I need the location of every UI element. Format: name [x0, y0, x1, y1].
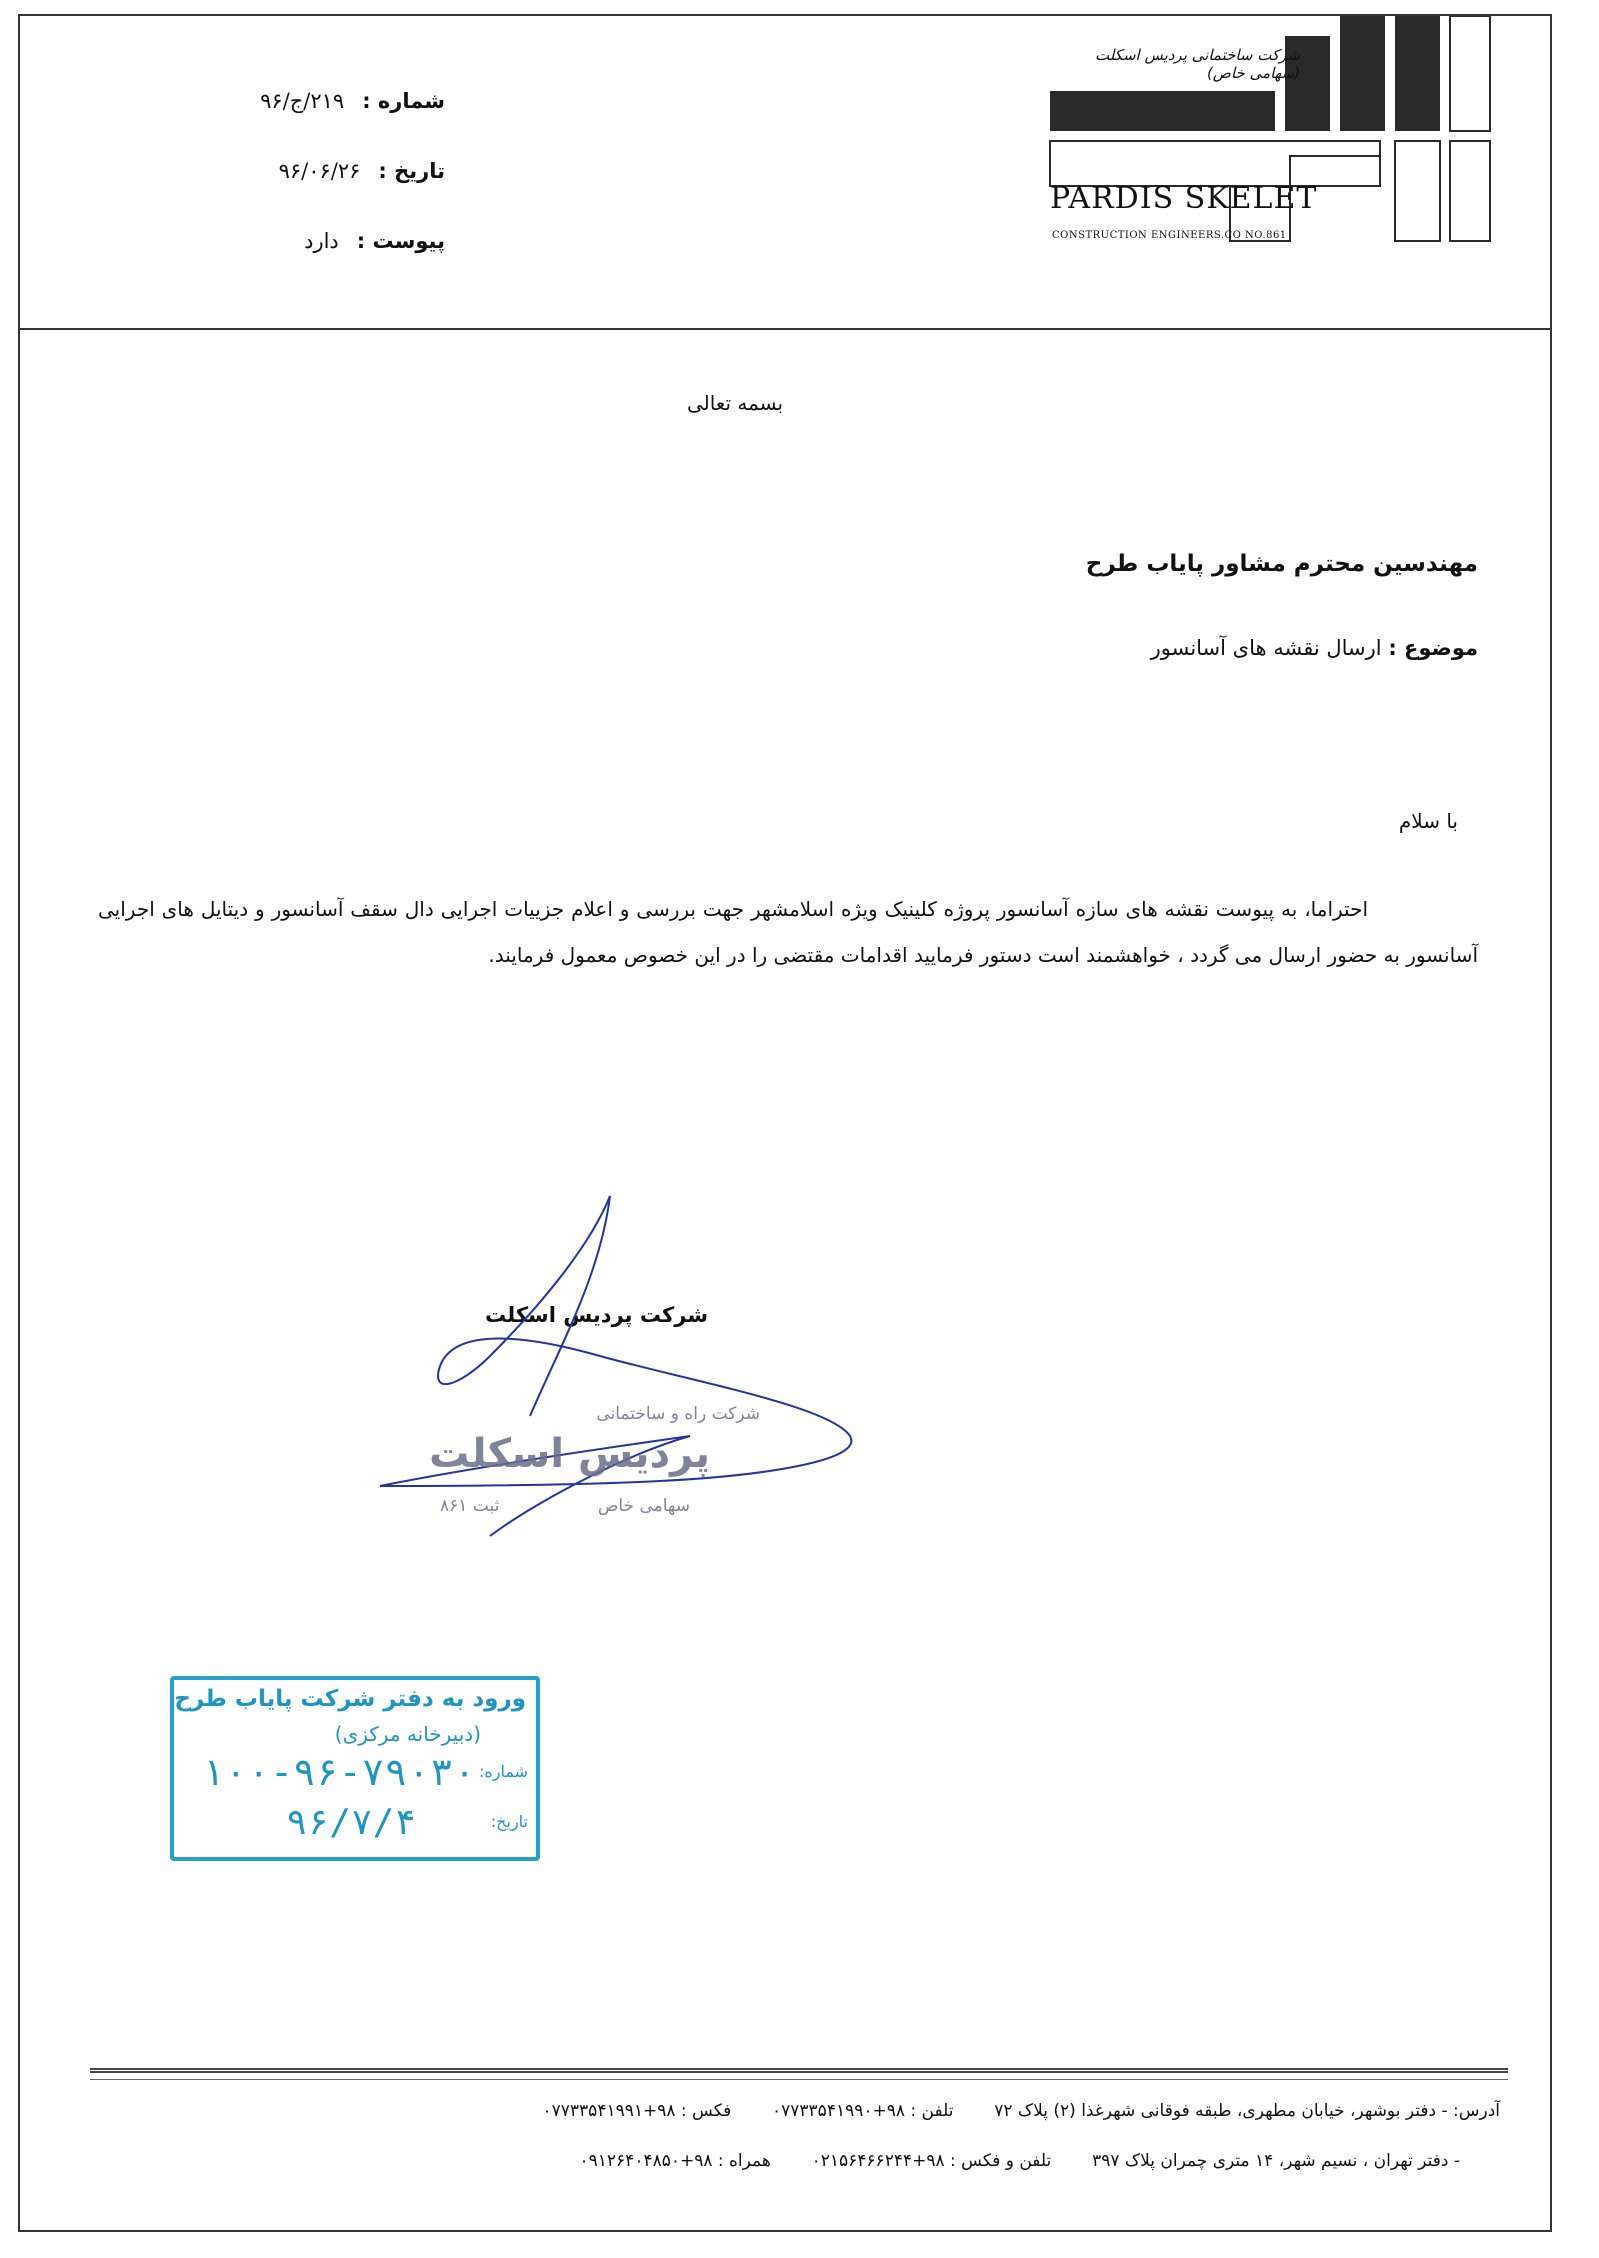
company-logo — [1040, 16, 1500, 256]
letter-attachment-label: پیوست : — [356, 229, 445, 253]
letter-attachment-value: دارد — [304, 229, 339, 253]
footer-tehran-line — [580, 2151, 1460, 2171]
seal-middle-text: پردیس اسکلت — [429, 1431, 710, 1477]
letter-number-row — [185, 66, 445, 136]
basmala: بسمه تعالی — [686, 391, 784, 415]
footer-mobile: ۰۹۱۲۶۴۰۴۸۵۰+۹۸ — [579, 2151, 713, 2171]
footer-tehran-office: - دفتر تهران ، نسیم شهر، ۱۴ متری چمران پلاک ۳۹۷ — [1092, 2151, 1460, 2171]
header-divider — [20, 328, 1550, 330]
footer-bushehr-fax-label: فکس : — [680, 2101, 732, 2121]
footer-address-label: آدرس: - — [1441, 2101, 1500, 2121]
letter-page — [18, 14, 1552, 2232]
letter-meta — [185, 66, 445, 276]
letter-date-row — [185, 136, 445, 206]
receipt-stamp — [170, 1676, 540, 1861]
letter-date-label: تاریخ : — [378, 159, 445, 183]
footer-bushehr-line — [543, 2101, 1500, 2121]
seal-top-text: شرکت راه و ساختمانی — [596, 1404, 760, 1424]
letter-number-label: شماره : — [362, 89, 445, 113]
footer-tehran-phone: ۰۲۱۵۶۴۶۶۲۴۴+۹۸ — [811, 2151, 945, 2171]
recipient: مهندسین محترم مشاور پایاب طرح — [1085, 551, 1478, 577]
footer-tehran-phone-label: تلفن و فکس : — [950, 2151, 1052, 2171]
stamp-subtitle: (دبیرخانه مرکزی) — [334, 1722, 481, 1746]
company-seal — [420, 1396, 780, 1526]
stamp-date-label: تاریخ: — [490, 1812, 528, 1831]
footer-rule — [90, 2068, 1508, 2073]
footer-bushehr-fax: ۰۷۷۳۳۵۴۱۹۹۱+۹۸ — [542, 2101, 676, 2121]
footer-mobile-label: همراه : — [717, 2151, 771, 2171]
subject-line — [1151, 636, 1478, 660]
stamp-date-value: ۹۶/۷/۴ — [285, 1802, 416, 1843]
logo-english-subtitle: CONSTRUCTION ENGINEERS.CO NO.861 — [1052, 230, 1287, 241]
stamp-title: ورود به دفتر شرکت پایاب طرح — [174, 1686, 526, 1712]
letter-number-value: ۲۱۹/ج/۹۶ — [260, 89, 345, 113]
subject-label: موضوع : — [1388, 636, 1478, 660]
subject-text: ارسال نقشه های آسانسور — [1150, 636, 1382, 660]
logo-persian-name: شرکت ساختمانی پردیس اسکلت (سهامی خاص) — [1094, 46, 1300, 82]
greeting: با سلام — [1398, 809, 1458, 833]
signatory-company: شرکت پردیس اسکلت — [485, 1303, 708, 1327]
seal-bottom-left-text: ثبت ۸۶۱ — [440, 1496, 500, 1516]
logo-english-name: PARDIS SKELET — [1050, 181, 1318, 216]
footer-bushehr-office: دفتر بوشهر، خیابان مطهری، طبقه فوقانی شهرغذا (۲) پلاک ۷۲ — [994, 2101, 1437, 2121]
seal-bottom-right-text: سهامی خاص — [597, 1496, 690, 1516]
letter-date-value: ۹۶/۰۶/۲۶ — [278, 159, 361, 183]
footer-rule-thin — [90, 2079, 1508, 2080]
footer-bushehr-phone: ۰۷۷۳۳۵۴۱۹۹۰+۹۸ — [772, 2101, 905, 2121]
body-paragraph — [98, 886, 1478, 978]
body-text: احتراما، به پیوست نقشه های سازه آسانسور پروژه کلینیک ویژه اسلامشهر جهت بررسی و اعلام جزییات اجرایی دال سقف آسانسور و دیتایل های اجرایی آسانسور به حضور ارسال می گردد ، خواهشمند است دستور فرمایید اقدامات مقتضی را در این خصوص معمول فرمایند. — [98, 897, 1478, 967]
stamp-number-label: شماره: — [478, 1762, 528, 1781]
footer-bushehr-phone-label: تلفن : — [910, 2101, 954, 2121]
letter-attachment-row — [185, 206, 445, 276]
stamp-number-value: ۱۰۰-۹۶-۷۹۰۳۰ — [201, 1750, 476, 1794]
